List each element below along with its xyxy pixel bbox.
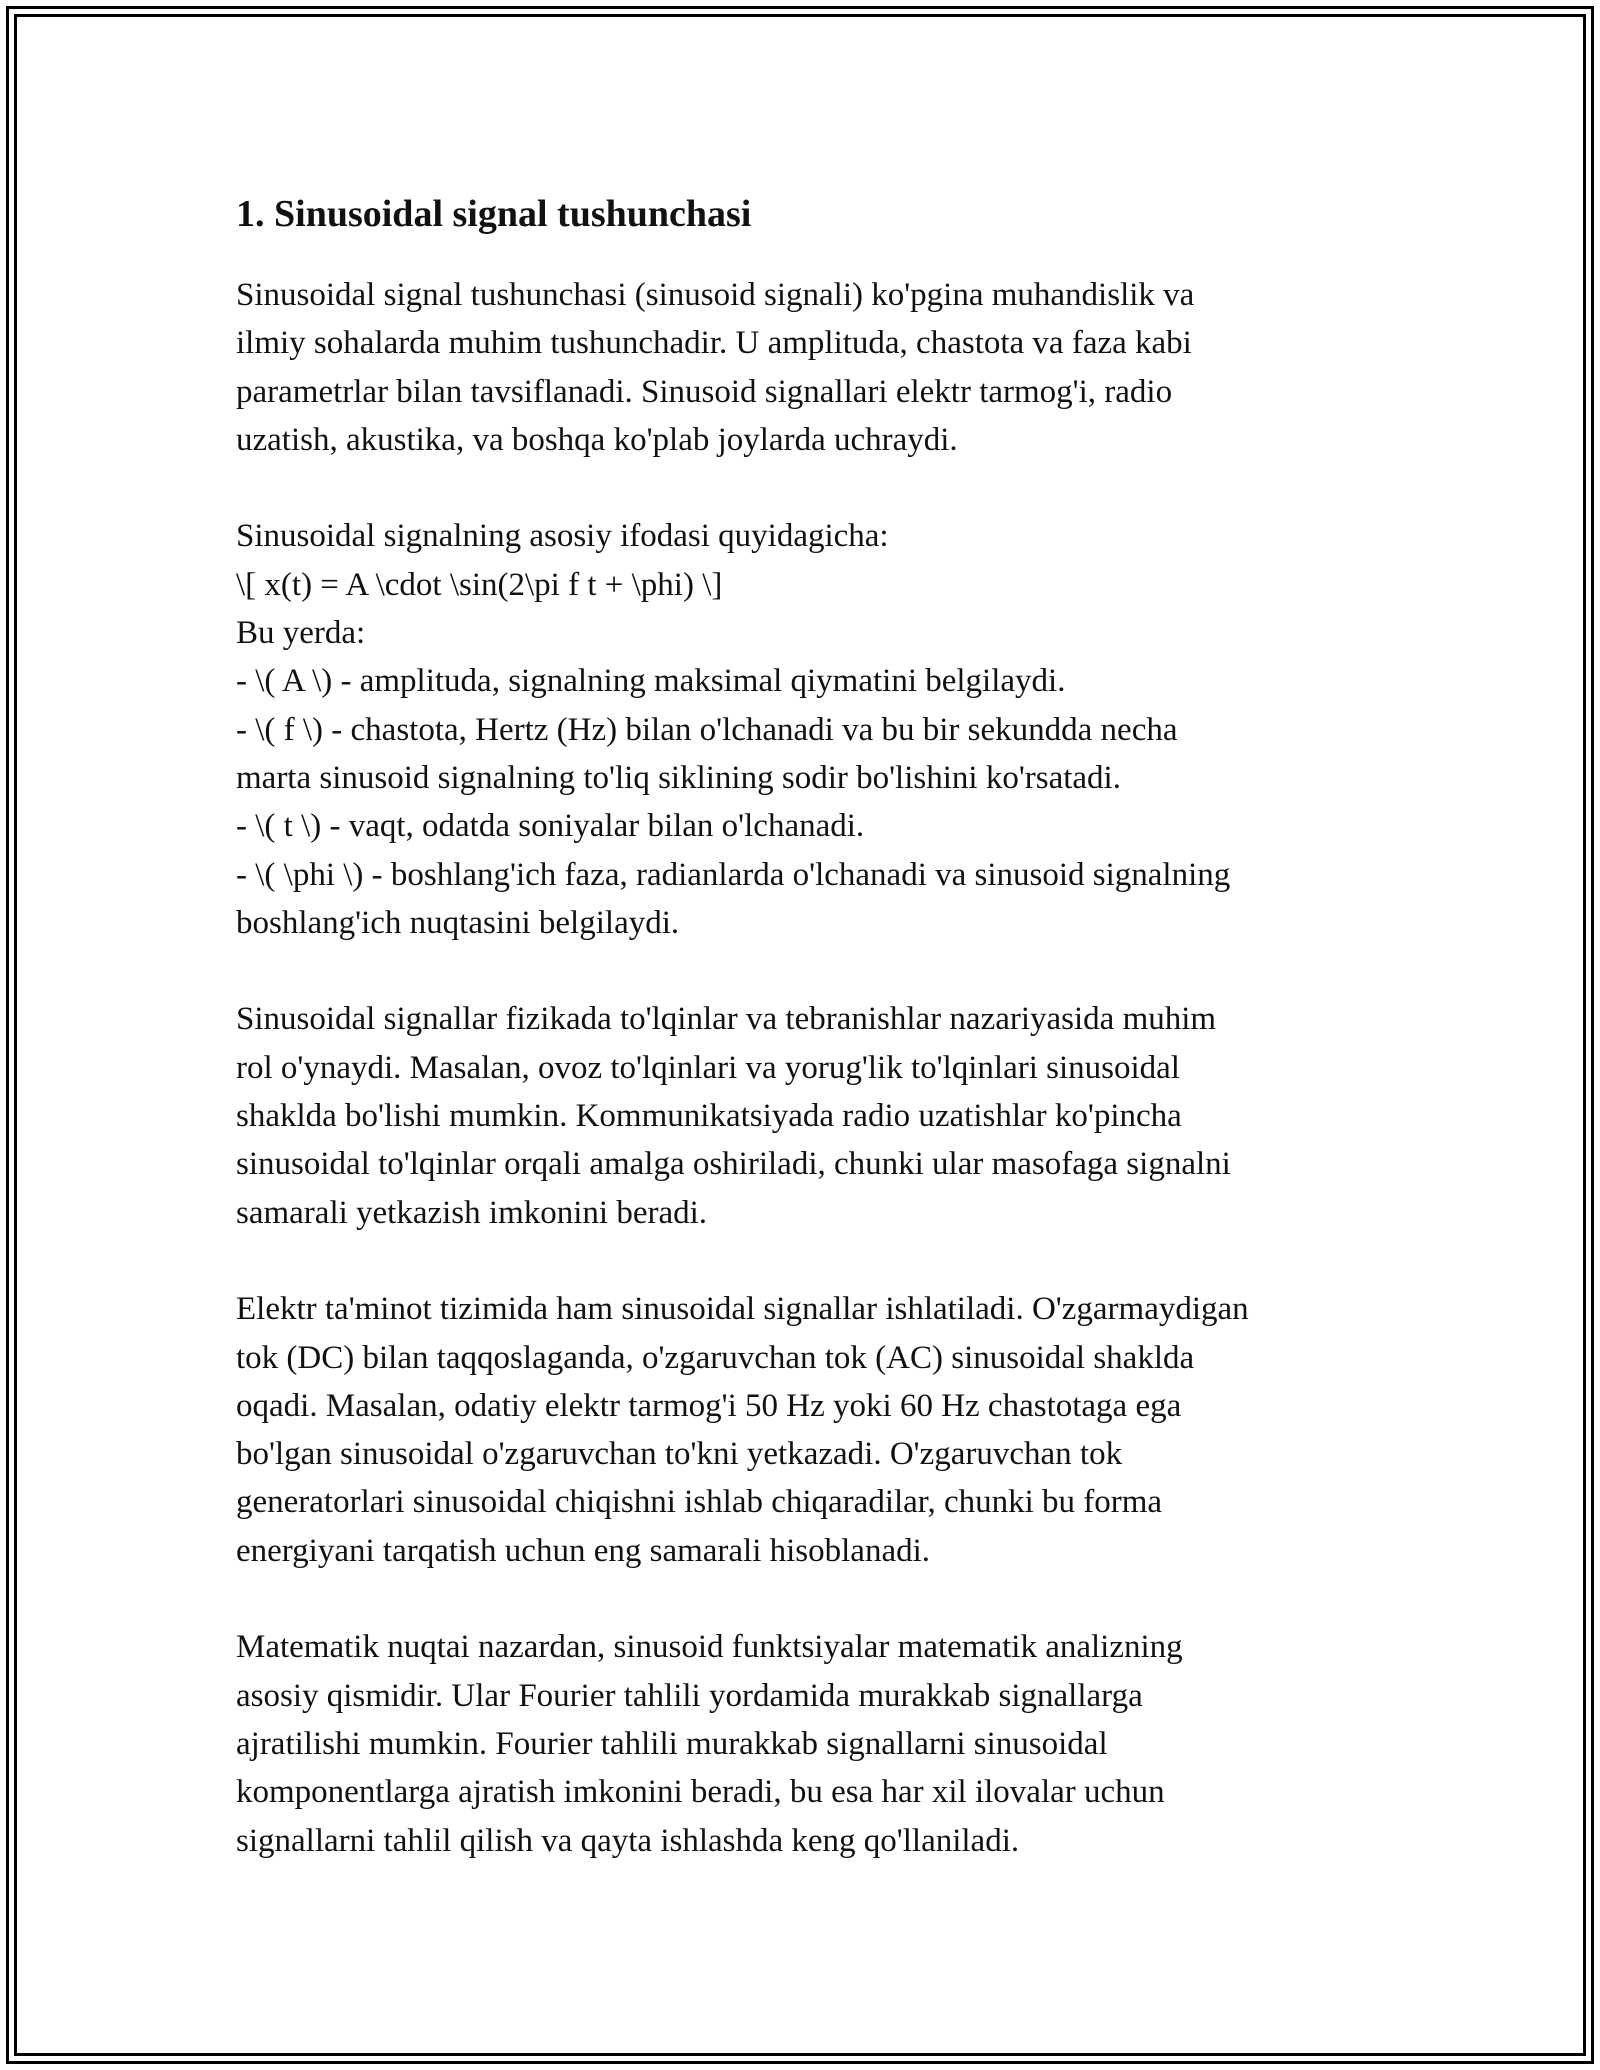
text-line: Elektr ta'minot tizimida ham sinusoidal signallar ishlatiladi. O'zgarmaydigan <box>236 1291 1249 1328</box>
text-line: energiyani tarqatish uchun eng samarali hisoblanadi. <box>236 1532 931 1569</box>
text-line: marta sinusoid signalning to'liq siklining sodir bo'lishini ko'rsatadi. <box>236 759 1121 796</box>
text-line: shaklda bo'lishi mumkin. Kommunikatsiyada radio uzatishlar ko'pincha <box>236 1098 1182 1135</box>
blank-line <box>236 1575 1366 1623</box>
text-line: parametrlar bilan tavsiflanadi. Sinusoid signallari elektr tarmog'i, radio <box>236 373 1173 410</box>
text-line: Sinusoidal signalning asosiy ifodasi quyidagicha: <box>236 518 889 555</box>
text-line: rol o'ynaydi. Masalan, ovoz to'lqinlari va yorug'lik to'lqinlari sinusoidal <box>236 1049 1180 1086</box>
text-line: asosiy qismidir. Ular Fourier tahlili yordamida murakkab signallarga <box>236 1677 1143 1714</box>
text-line: samarali yetkazish imkonini beradi. <box>236 1194 708 1231</box>
blank-line <box>236 464 1366 512</box>
text-line: Sinusoidal signal tushunchasi (sinusoid signali) ko'pgina muhandislik va <box>236 277 1195 313</box>
text-line: Bu yerda: <box>236 615 366 652</box>
text-line: generatorlari sinusoidal chiqishni ishlab chiqaradilar, chunki bu forma <box>236 1484 1163 1521</box>
text-line: Sinusoidal signallar fizikada to'lqinlar va tebranishlar nazariyasida muhim <box>236 1001 1217 1038</box>
text-line: ajratilishi mumkin. Fourier tahlili murakkab signallarni sinusoidal <box>236 1725 1108 1762</box>
text-line: oqadi. Masalan, odatiy elektr tarmog'i 50 Hz yoki 60 Hz chastotaga ega <box>236 1387 1182 1424</box>
list-item: - \( t \) - vaqt, odatda soniyalar bilan o'lchanadi. <box>236 808 865 845</box>
text-line: komponentlarga ajratish imkonini beradi, bu esa har xil ilovalar uchun <box>236 1774 1165 1811</box>
body-text <box>236 271 1366 1865</box>
text-line: uzatish, akustika, va boshqa ko'plab joylarda uchraydi. <box>236 421 958 458</box>
text-line: signallarni tahlil qilish va qayta ishlashda keng qo'llaniladi. <box>236 1822 1020 1859</box>
list-item: - \( A \) - amplituda, signalning maksimal qiymatini belgilaydi. <box>236 663 1066 700</box>
text-line: ilmiy sohalarda muhim tushunchadir. U amplituda, chastota va faza kabi <box>236 325 1192 362</box>
list-item: - \( f \) - chastota, Hertz (Hz) bilan o'lchanadi va bu bir sekundda necha <box>236 711 1178 748</box>
blank-line <box>236 947 1366 995</box>
text-line: boshlang'ich nuqtasini belgilaydi. <box>236 904 680 941</box>
text-line: Matematik nuqtai nazardan, sinusoid funktsiyalar matematik analizning <box>236 1629 1183 1666</box>
text-line: sinusoidal to'lqinlar orqali amalga oshiriladi, chunki ular masofaga signalni <box>236 1146 1231 1183</box>
text-line: bo'lgan sinusoidal o'zgaruvchan to'kni yetkazadi. O'zgaruvchan tok <box>236 1436 1123 1473</box>
document-content <box>236 185 1366 1865</box>
section-heading: 1. Sinusoidal signal tushunchasi <box>236 193 752 235</box>
list-item: - \( \phi \) - boshlang'ich faza, radianlarda o'lchanadi va sinusoid signalning <box>236 856 1231 893</box>
blank-line <box>236 1237 1366 1285</box>
text-line: tok (DC) bilan taqqoslaganda, o'zgaruvchan tok (AC) sinusoidal shaklda <box>236 1339 1195 1376</box>
formula-line: \[ x(t) = A \cdot \sin(2\pi f t + \phi) \] <box>236 566 723 603</box>
